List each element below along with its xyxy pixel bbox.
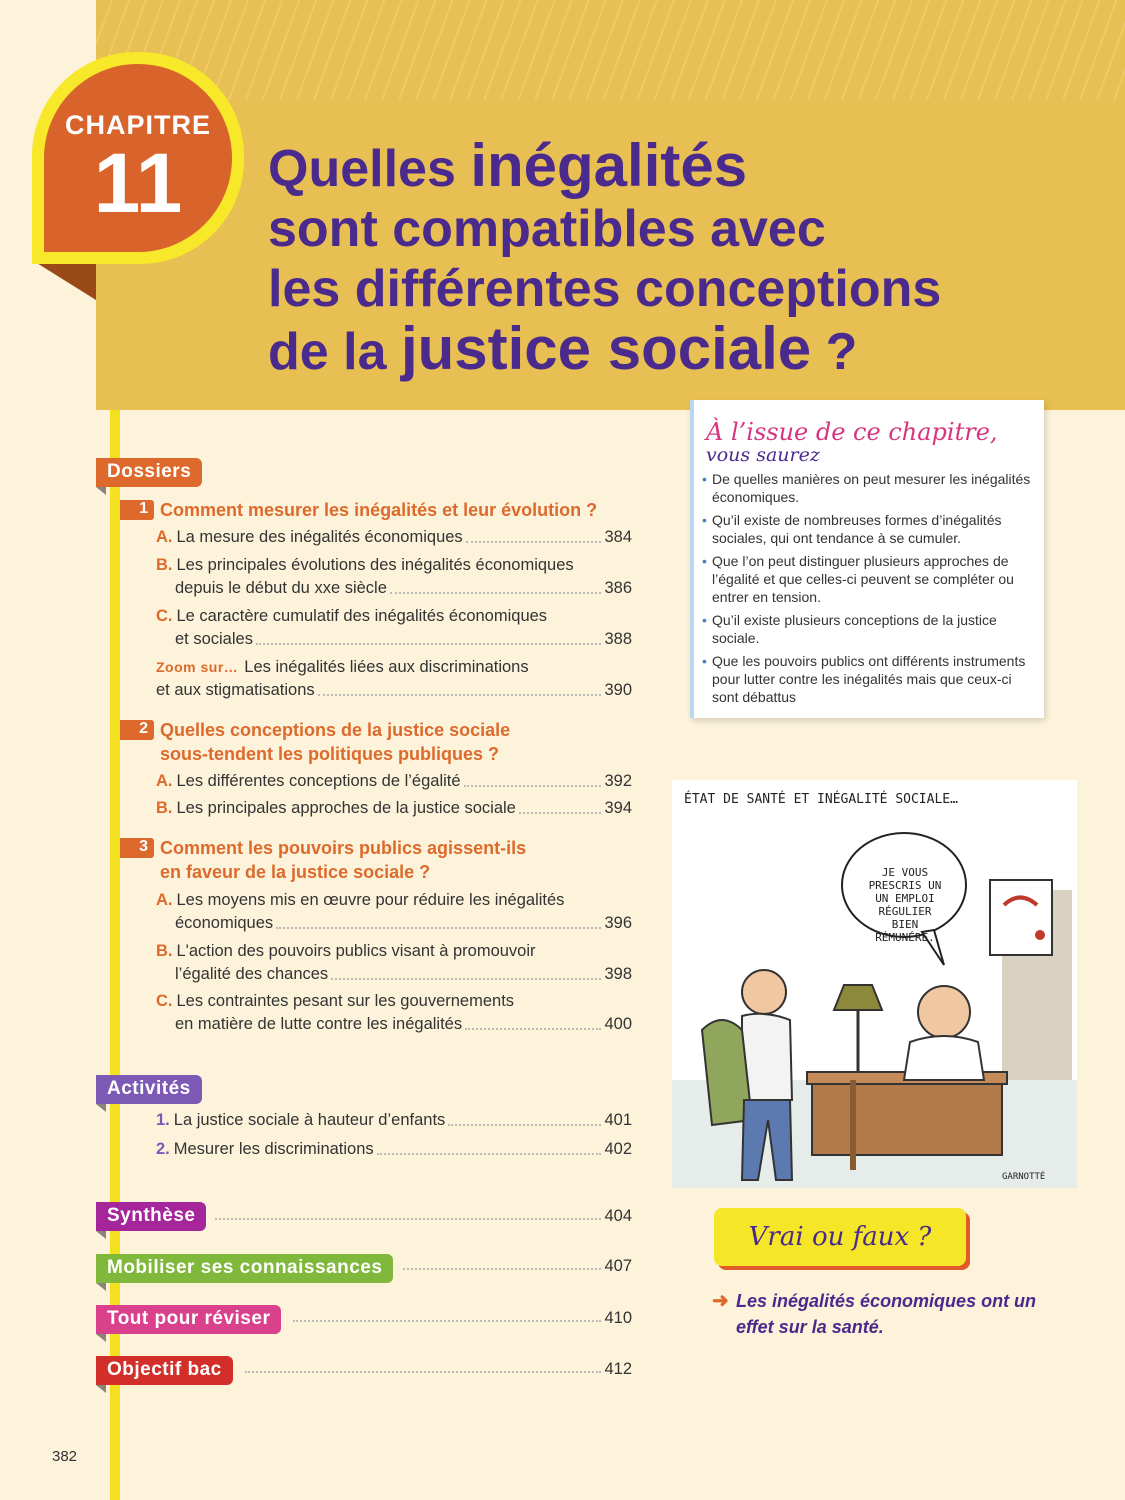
toc-side-bar	[110, 410, 120, 1500]
mobiliser-line	[400, 1257, 632, 1276]
entry-text: L'action des pouvoirs publics visant à promouvoir	[176, 942, 536, 960]
entry-text: et sociales	[175, 630, 253, 648]
leader-dots	[519, 797, 602, 814]
leader-dots	[403, 1257, 601, 1270]
vrai-ou-faux-badge	[714, 1208, 966, 1266]
toc-entry[interactable]	[156, 605, 632, 651]
objective-item: • Qu’il existe de nombreuses formes d’inégalités sociales, qui ont tendance à se cumuler.	[702, 511, 1040, 547]
leader-dots	[318, 679, 602, 696]
toc-entry[interactable]	[156, 526, 632, 549]
cartoon-drawing	[672, 780, 1077, 1188]
chapter-badge-inner	[44, 64, 232, 252]
entry-page: 407	[604, 1257, 632, 1275]
objective-item: • Que les pouvoirs publics ont différents instruments pour lutter contre les inégalités mais que ceux-ci sont débattus	[702, 652, 1040, 706]
leader-dots	[293, 1309, 601, 1322]
speech-bubble: JE VOUS PRESCRIS UN UN EMPLOI RÉGULIER BIEN RÉMUNÉRÉ.	[868, 866, 942, 944]
toc-entry-zoom[interactable]	[156, 656, 632, 702]
section-title: Quelles conceptions de la justice sociale sous-tendent les politiques publiques ?	[160, 720, 511, 764]
entry-letter: C.	[156, 607, 173, 625]
mobiliser-label[interactable]: Mobiliser ses connaissances	[96, 1254, 393, 1283]
arrow-right-icon: ➜	[712, 1290, 729, 1312]
entry-page: 401	[604, 1111, 632, 1129]
entry-text: La justice sociale à hauteur d’enfants	[173, 1111, 446, 1129]
entry-text: en matière de lutte contre les inégalités	[175, 1015, 463, 1033]
entry-page: 392	[604, 772, 632, 790]
leader-dots	[464, 770, 602, 787]
chapter-label: CHAPITRE	[64, 110, 211, 140]
section-2-heading[interactable]	[120, 718, 510, 766]
section-title: Comment les pouvoirs publics agissent-ils en faveur de la justice sociale ?	[160, 838, 527, 882]
entry-text: La mesure des inégalités économiques	[176, 528, 463, 546]
dossiers-label: Dossiers	[96, 458, 202, 487]
leader-dots	[245, 1360, 601, 1373]
objective-item: • De quelles manières on peut mesurer les inégalités économiques.	[702, 470, 1040, 506]
entry-page: 400	[604, 1015, 632, 1033]
entry-text: l’égalité des chances	[175, 965, 329, 983]
entry-letter: B.	[156, 799, 173, 817]
leader-dots	[256, 628, 602, 645]
chapter-number: 11	[93, 136, 183, 230]
section-number: 3	[120, 838, 154, 858]
section-3-heading[interactable]	[120, 836, 526, 884]
entry-page: 394	[604, 799, 632, 817]
toc-entry[interactable]	[156, 554, 632, 600]
objectives-card	[690, 400, 1044, 718]
leader-dots	[276, 912, 601, 929]
reviser-label[interactable]: Tout pour réviser	[96, 1305, 281, 1334]
leader-dots	[466, 526, 602, 543]
entry-page: 404	[604, 1207, 632, 1225]
entry-letter: 1.	[156, 1111, 170, 1129]
leader-dots	[448, 1109, 601, 1126]
entry-page: 390	[604, 681, 632, 699]
artist-signature: GARNOTTÉ	[1002, 1172, 1046, 1182]
leader-dots	[377, 1138, 602, 1155]
entry-text: Les contraintes pesant sur les gouvernements	[176, 992, 515, 1010]
title-part: les différentes conceptions	[268, 260, 942, 318]
cartoon-illustration	[672, 780, 1077, 1188]
title-part-emph: justice sociale	[400, 315, 812, 382]
section-number: 1	[120, 500, 154, 520]
entry-letter: B.	[156, 942, 173, 960]
entry-page: 386	[604, 579, 632, 597]
entry-text: Les principales approches de la justice sociale	[176, 799, 516, 817]
objective-item: • Qu’il existe plusieurs conceptions de la justice sociale.	[702, 611, 1040, 647]
leader-dots	[390, 577, 602, 594]
entry-page: 398	[604, 965, 632, 983]
page-number: 382	[52, 1448, 78, 1465]
toc-entry[interactable]	[156, 990, 632, 1036]
title-part: ?	[811, 323, 858, 381]
entry-text: Les inégalités liées aux discriminations	[244, 658, 529, 676]
section-1-heading[interactable]	[120, 498, 597, 522]
objectives-list	[702, 470, 1040, 711]
leader-dots	[215, 1207, 601, 1220]
objectives-subtitle: vous saurez	[706, 444, 820, 466]
vrai-ou-faux-label: Vrai ou faux ?	[748, 1222, 932, 1252]
entry-letter: A.	[156, 772, 173, 790]
synthese-line	[212, 1207, 632, 1226]
entry-text: économiques	[175, 914, 274, 932]
title-part: sont compatibles avec	[268, 200, 826, 258]
entry-letter: B.	[156, 556, 173, 574]
entry-page: 412	[604, 1360, 632, 1378]
leader-dots	[465, 1013, 601, 1030]
entry-text: et aux stigmatisations	[156, 681, 315, 699]
badge-fold	[32, 260, 96, 300]
toc-entry[interactable]	[156, 797, 632, 820]
entry-page: 384	[604, 528, 632, 546]
title-part: de la	[268, 323, 401, 381]
vrai-ou-faux-statement: Les inégalités économiques ont un effet sur la santé.	[736, 1291, 1037, 1337]
activite-entry[interactable]	[156, 1138, 632, 1161]
title-part: Quelles	[268, 140, 471, 198]
objectives-title: À l’issue de ce chapitre,	[706, 418, 998, 446]
objectif-bac-label[interactable]: Objectif bac	[96, 1356, 233, 1385]
objective-item: • Que l’on peut distinguer plusieurs approches de l’égalité et que celles-ci peuvent se compléter ou entrer en tension.	[702, 552, 1040, 606]
entry-text: Les moyens mis en œuvre pour réduire les inégalités	[176, 891, 565, 909]
entry-text: Le caractère cumulatif des inégalités économiques	[176, 607, 548, 625]
entry-text: Les principales évolutions des inégalités économiques	[176, 556, 574, 574]
entry-letter: 2.	[156, 1140, 170, 1158]
entry-text: Les différentes conceptions de l’égalité	[176, 772, 461, 790]
entry-text: Mesurer les discriminations	[173, 1140, 374, 1158]
cartoon-caption: ÉTAT DE SANTÉ ET INÉGALITÉ SOCIALE…	[684, 792, 958, 807]
toc-entry[interactable]	[156, 770, 632, 793]
activites-label: Activités	[96, 1075, 202, 1104]
chapter-title	[268, 132, 1088, 382]
entry-page: 396	[604, 914, 632, 932]
entry-letter: A.	[156, 528, 173, 546]
entry-page: 410	[604, 1309, 632, 1327]
leader-dots	[331, 963, 601, 980]
entry-letter: C.	[156, 992, 173, 1010]
entry-page: 402	[604, 1140, 632, 1158]
toc-entry[interactable]	[156, 940, 632, 986]
toc-entry[interactable]	[156, 889, 632, 935]
title-part-emph: inégalités	[470, 132, 748, 199]
section-number: 2	[120, 720, 154, 740]
entry-text: depuis le début du xxe siècle	[175, 579, 387, 597]
entry-letter: A.	[156, 891, 173, 909]
entry-page: 388	[604, 630, 632, 648]
zoom-label: Zoom sur…	[156, 659, 239, 675]
activite-entry[interactable]	[156, 1109, 632, 1132]
reviser-line	[290, 1309, 632, 1328]
synthese-label[interactable]: Synthèse	[96, 1202, 206, 1231]
card-accent	[690, 400, 694, 718]
section-title: Comment mesurer les inégalités et leur évolution ?	[160, 500, 598, 520]
objectif-bac-line	[242, 1360, 632, 1379]
